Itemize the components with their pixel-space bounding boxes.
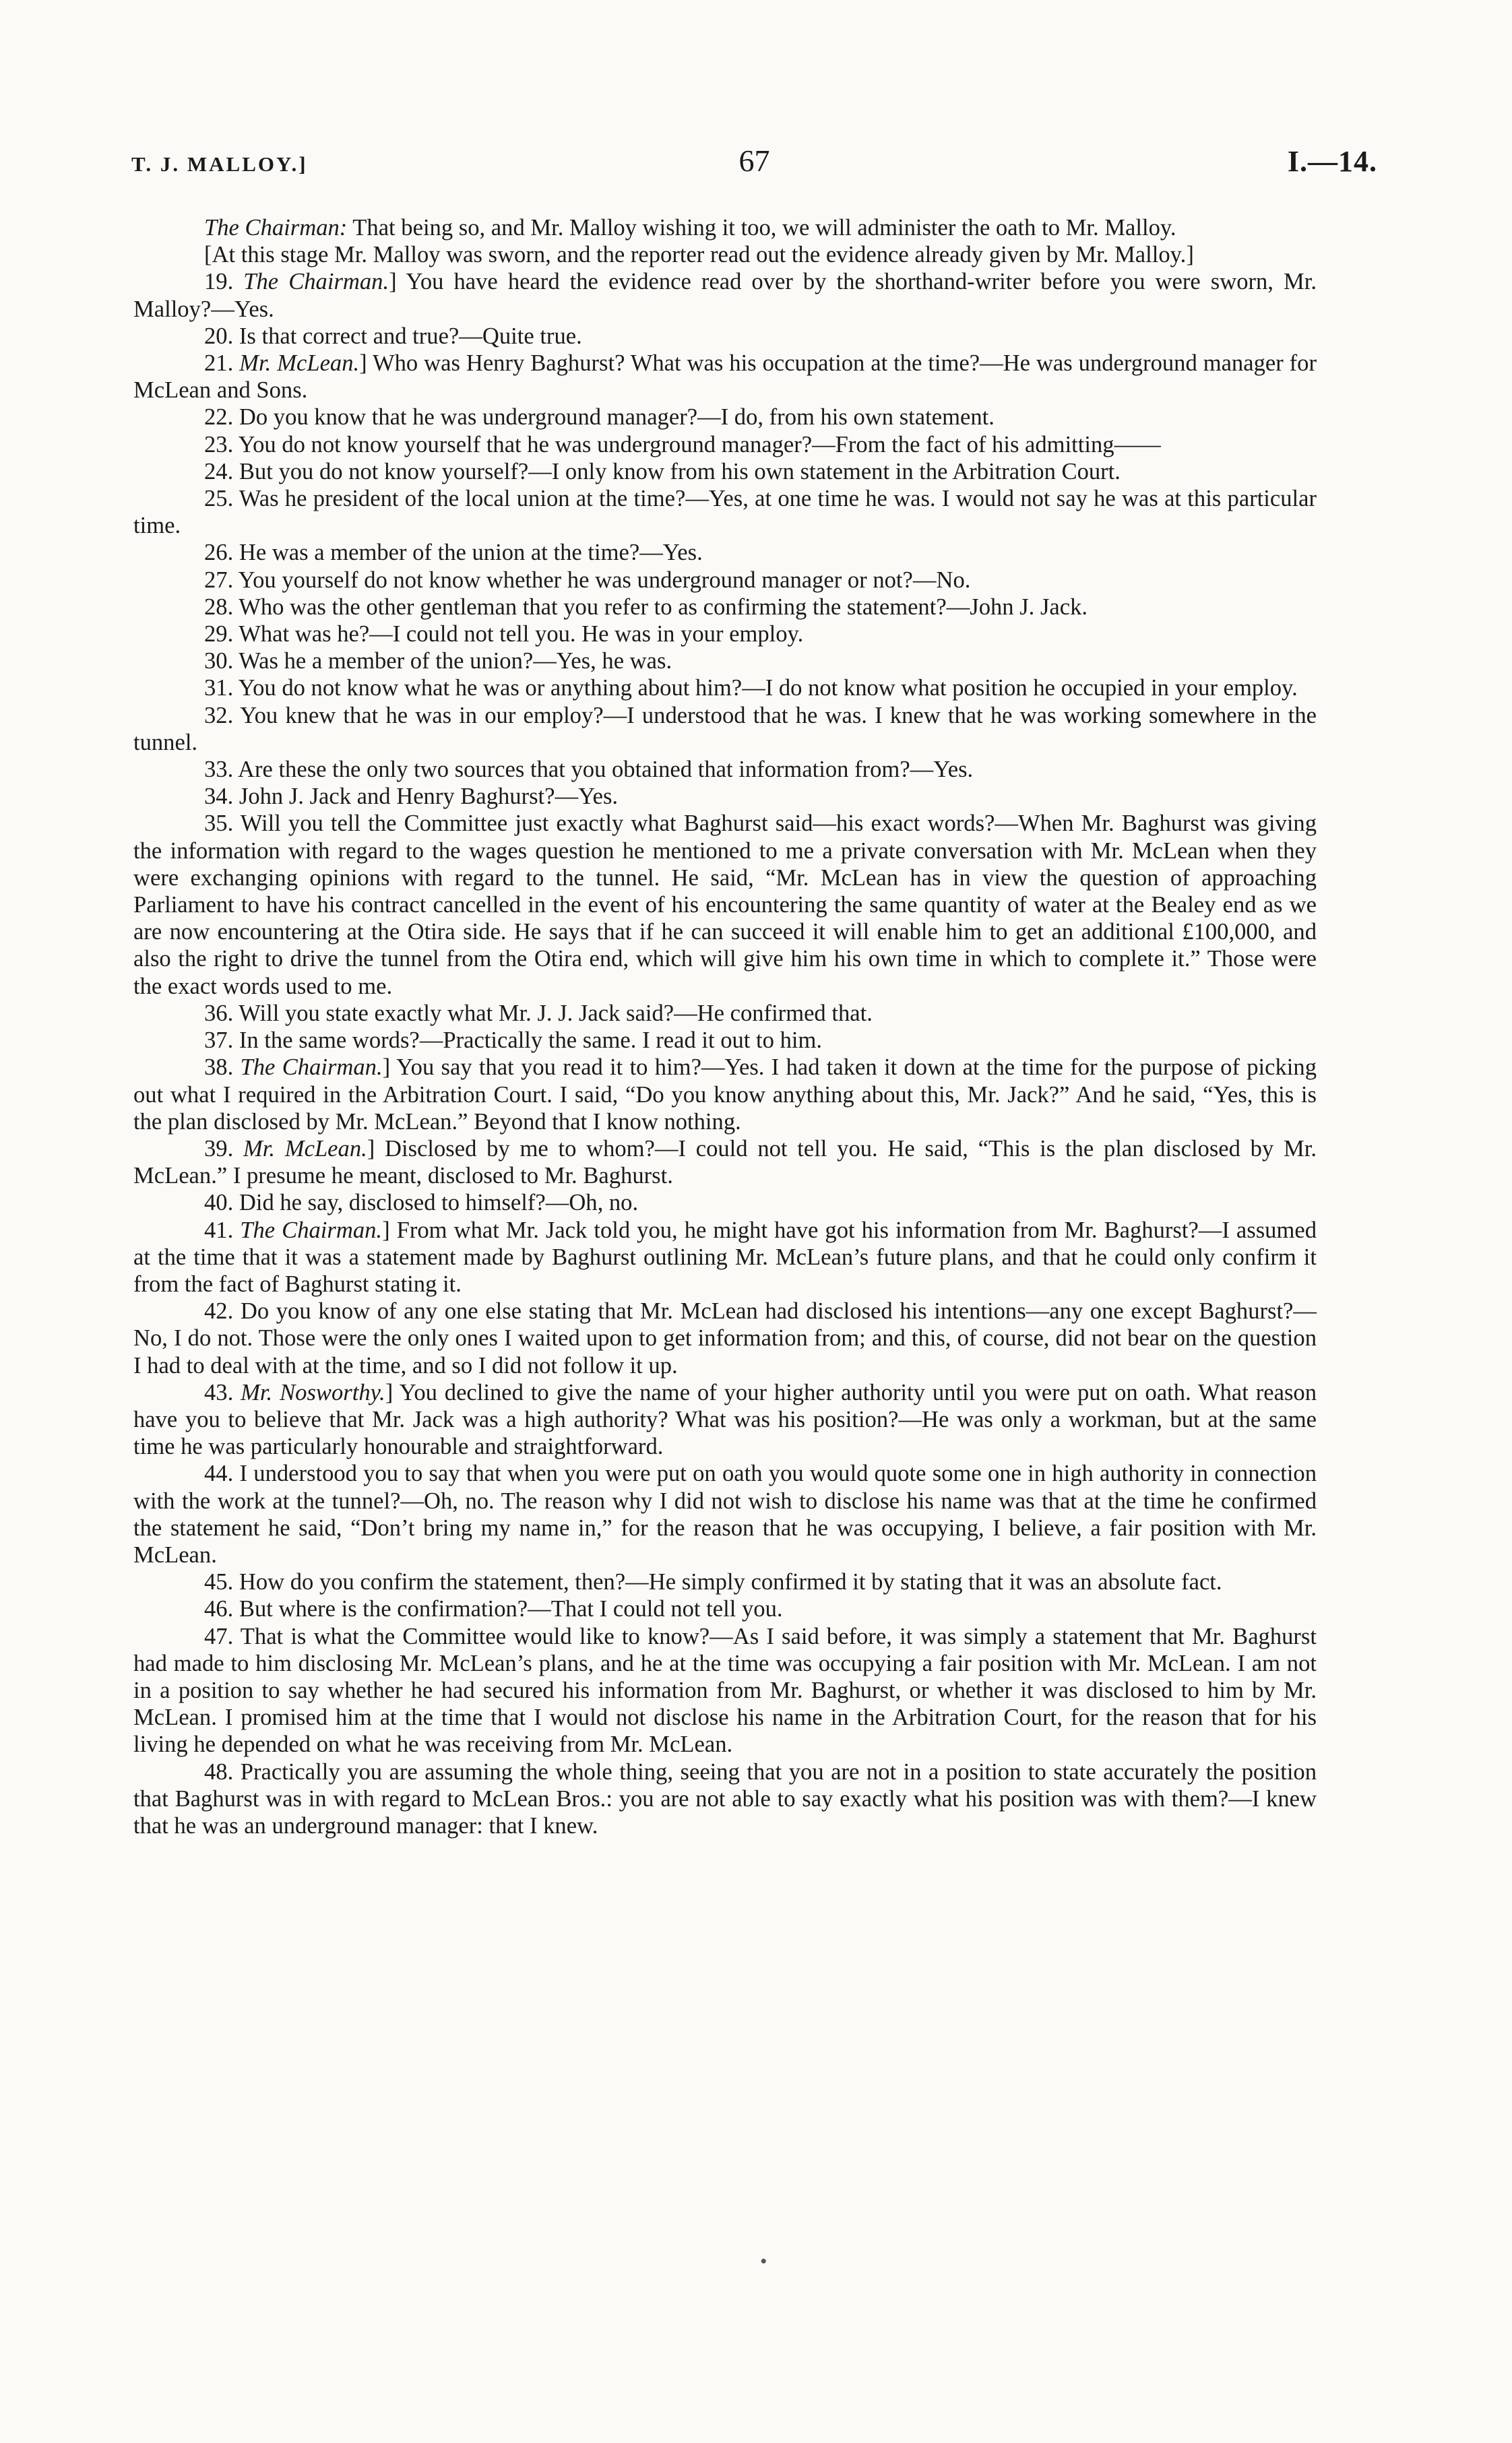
evidence-paragraph bbox=[133, 702, 1317, 756]
evidence-paragraph bbox=[133, 404, 1317, 431]
evidence-paragraph bbox=[133, 458, 1317, 485]
question-number: 43. bbox=[204, 1379, 241, 1405]
speaker-name: Mr. McLean. bbox=[239, 350, 360, 377]
evidence-paragraph bbox=[133, 1000, 1317, 1027]
evidence-paragraph bbox=[133, 647, 1317, 674]
evidence-paragraph bbox=[133, 621, 1317, 647]
question-number: 28. bbox=[204, 594, 239, 620]
paragraph-text: I understood you to say that when you were put on oath you would quote some one in high authority in connection with the work at the tunnel?—Oh, no. The reason why I did not wish to disclose his name was that at the time he confirmed the statement he said, “Don’t bring my name in,” for the reason that he was occupying, I believe, a fair position with Mr. McLean. bbox=[133, 1461, 1317, 1568]
evidence-paragraph bbox=[133, 431, 1317, 458]
evidence-paragraph bbox=[133, 1054, 1317, 1135]
question-number: 20. bbox=[204, 323, 239, 349]
paragraph-text: What was he?—I could not tell you. He was in your employ. bbox=[239, 621, 804, 647]
question-number: 45. bbox=[204, 1569, 239, 1595]
evidence-paragraph bbox=[133, 1217, 1317, 1298]
evidence-paragraph bbox=[133, 1379, 1317, 1461]
question-number: 22. bbox=[204, 404, 239, 431]
evidence-paragraph bbox=[133, 1189, 1317, 1216]
paragraph-text: You do not know what he was or anything about him?—I do not know what position he occupied in your employ. bbox=[238, 675, 1298, 701]
question-number: 40. bbox=[204, 1190, 239, 1216]
paragraph-text: Will you tell the Committee just exactly what Baghurst said—his exact words?—When Mr. Baghurst was giving the information with regard to the wages question he mentioned to me a private conversation with Mr. McLean when they were exchanging opinions with regard to the tunnel. He said, “Mr. McLean has in view the question of approaching Parliament to have his contract cancelled in the event of his encountering the same quantity of water at the Bealey end as we are now encountering at the Otira side. He says that if he can succeed it will enable him to get an additional £100,000, and also the right to drive the tunnel from the Otira end, which will give him his own time in which to complete it.” Those were the exact words used to me. bbox=[133, 811, 1317, 999]
question-number: 41. bbox=[204, 1217, 241, 1243]
speaker-name: The Chairman. bbox=[240, 1217, 383, 1243]
page-number: 67 bbox=[738, 144, 770, 178]
evidence-paragraph bbox=[133, 214, 1317, 241]
paragraph-text: Do you know that he was underground manager?—I do, from his own statement. bbox=[239, 404, 995, 431]
paragraph-text: That is what the Committee would like to know?—As I said before, it was simply a statement that Mr. Baghurst had made to him disclosing Mr. McLean’s plans, and he at the time was occupying a fair position with Mr. McLean. I am not in a position to say whether he had secured his information from Mr. Baghurst, or whether it was disclosed to him by Mr. McLean. I promised him at the time that I would not disclose his name in the Arbitration Court, for the reason that for his living he depended on what he was receiving from Mr. McLean. bbox=[133, 1623, 1317, 1758]
evidence-paragraph bbox=[133, 756, 1317, 783]
evidence-paragraph bbox=[133, 539, 1317, 566]
evidence-paragraph bbox=[133, 594, 1317, 621]
paragraph-text: You yourself do not know whether he was underground manager or not?—No. bbox=[238, 567, 971, 593]
question-number: 44. bbox=[204, 1461, 240, 1487]
paragraph-text: You do not know yourself that he was underground manager?—From the fact of his admitting—— bbox=[238, 431, 1161, 457]
paragraph-text: Is that correct and true?—Quite true. bbox=[239, 323, 582, 349]
evidence-paragraph bbox=[133, 1135, 1317, 1189]
evidence-paragraph bbox=[133, 567, 1317, 594]
paragraph-text: How do you confirm the statement, then?—He simply confirmed it by stating that it was an absolute fact. bbox=[239, 1569, 1222, 1595]
evidence-text bbox=[133, 214, 1317, 1839]
evidence-paragraph bbox=[133, 1460, 1317, 1568]
question-number: 36. bbox=[204, 1000, 239, 1026]
speaker-name: Mr. McLean. bbox=[243, 1135, 367, 1162]
paragraph-text: Will you state exactly what Mr. J. J. Jack said?—He confirmed that. bbox=[239, 1000, 873, 1026]
paragraph-text: ] You declined to give the name of your higher authority until you were put on oath. What reason have you to believe that Mr. Jack was a high authority? What was his position?—He was only a workman, but at the same time he was particularly honourable and straightforward. bbox=[133, 1379, 1317, 1460]
paragraph-text: Practically you are assuming the whole thing, seeing that you are not in a position to state accurately the position that Baghurst was in with regard to McLean Bros.: you are not able to say exactly what his position was with them?—I knew that he was an underground manager: that I knew. bbox=[133, 1758, 1317, 1839]
question-number: 26. bbox=[204, 540, 239, 566]
paragraph-text: He was a member of the union at the time?—Yes. bbox=[239, 540, 703, 566]
paragraph-text: ] Who was Henry Baghurst? What was his occupation at the time?—He was underground manager for McLean and Sons. bbox=[133, 350, 1317, 404]
paragraph-text: ] Disclosed by me to whom?—I could not tell you. He said, “This is the plan disclosed by Mr. McLean.” I presume he meant, disclosed to Mr. Baghurst. bbox=[133, 1135, 1317, 1189]
evidence-paragraph bbox=[133, 810, 1317, 999]
evidence-paragraph bbox=[133, 1595, 1317, 1622]
paragraph-text: Are these the only two sources that you obtained that information from?—Yes. bbox=[237, 757, 974, 783]
question-number: 19. bbox=[204, 269, 244, 295]
page-header bbox=[131, 143, 1377, 183]
paragraph-text: Was he a member of the union?—Yes, he was. bbox=[239, 648, 672, 674]
question-number: 30. bbox=[204, 648, 239, 674]
question-number: 34. bbox=[204, 784, 239, 810]
question-number: 27. bbox=[204, 567, 239, 593]
evidence-paragraph bbox=[133, 1027, 1317, 1054]
paragraph-text: Do you know of any one else stating that Mr. McLean had disclosed his intentions—any one except Baghurst?—No, I do not. Those were the only ones I waited upon to get information from; and this, of course, did not bear on the question I had to deal with at the time, and so I did not follow it up. bbox=[133, 1298, 1317, 1378]
question-number: 37. bbox=[204, 1027, 239, 1054]
question-number: 23. bbox=[204, 431, 239, 457]
paragraph-text: Was he president of the local union at the time?—Yes, at one time he was. I would not say he was at this particular time. bbox=[133, 486, 1317, 539]
paper-reference: I.—14. bbox=[1287, 145, 1377, 178]
paragraph-text: But you do not know yourself?—I only know from his own statement in the Arbitration Court. bbox=[239, 458, 1121, 484]
print-speck: • bbox=[760, 2250, 767, 2273]
question-number: 33. bbox=[204, 757, 238, 783]
question-number: 25. bbox=[204, 486, 239, 512]
evidence-paragraph bbox=[133, 1298, 1317, 1379]
speaker-name: The Chairman. bbox=[240, 1054, 383, 1081]
evidence-paragraph bbox=[133, 1568, 1317, 1595]
evidence-paragraph bbox=[133, 241, 1317, 268]
question-number: 31. bbox=[204, 675, 239, 701]
question-number: 48. bbox=[204, 1758, 241, 1785]
paragraph-text: But where is the confirmation?—That I could not tell you. bbox=[239, 1596, 783, 1622]
evidence-paragraph bbox=[133, 783, 1317, 810]
paragraph-text: Who was the other gentleman that you refer to as confirming the statement?—John J. Jack. bbox=[239, 594, 1088, 620]
paragraph-text: That being so, and Mr. Malloy wishing it too, we will administer the oath to Mr. Malloy. bbox=[347, 215, 1176, 241]
paragraph-text: John J. Jack and Henry Baghurst?—Yes. bbox=[239, 784, 619, 810]
speaker-name: The Chairman: bbox=[204, 215, 348, 241]
evidence-paragraph bbox=[133, 1623, 1317, 1758]
paragraph-text: ] From what Mr. Jack told you, he might have got his information from Mr. Baghurst?—I assumed at the time that it was a statement made by Baghurst outlining Mr. McLean’s future plans, and that he could only confirm it from the fact of Baghurst stating it. bbox=[133, 1217, 1317, 1297]
paragraph-text: ] You say that you read it to him?—Yes. I had taken it down at the time for the purpose of picking out what I required in the Arbitration Court. I said, “Do you know anything about this, Mr. Jack?” And he said, “Yes, this is the plan disclosed by Mr. McLean.” Beyond that I know nothing. bbox=[133, 1054, 1317, 1135]
paragraph-text: ] You have heard the evidence read over by the shorthand-writer before you were sworn, Mr. Malloy?—Yes. bbox=[133, 269, 1317, 322]
paragraph-text: You knew that he was in our employ?—I understood that he was. I knew that he was working somewhere in the tunnel. bbox=[133, 702, 1317, 755]
speaker-name: The Chairman. bbox=[243, 269, 389, 295]
question-number: 42. bbox=[204, 1298, 241, 1325]
paragraph-text: In the same words?—Practically the same. I read it out to him. bbox=[239, 1027, 823, 1054]
question-number: 35. bbox=[204, 811, 241, 837]
question-number: 39. bbox=[204, 1135, 243, 1162]
evidence-paragraph bbox=[133, 674, 1317, 701]
evidence-paragraph bbox=[133, 1758, 1317, 1840]
evidence-paragraph bbox=[133, 268, 1317, 322]
header-witness-name: T. J. MALLOY.] bbox=[131, 152, 308, 176]
question-number: 29. bbox=[204, 621, 239, 647]
paragraph-text: [At this stage Mr. Malloy was sworn, and the reporter read out the evidence already given by Mr. Malloy.] bbox=[204, 242, 1194, 268]
evidence-paragraph bbox=[133, 350, 1317, 404]
paragraph-text: Did he say, disclosed to himself?—Oh, no. bbox=[239, 1190, 639, 1216]
question-number: 24. bbox=[204, 458, 239, 484]
evidence-paragraph bbox=[133, 485, 1317, 539]
question-number: 38. bbox=[204, 1054, 241, 1081]
question-number: 46. bbox=[204, 1596, 239, 1622]
question-number: 32. bbox=[204, 702, 241, 728]
question-number: 47. bbox=[204, 1623, 241, 1649]
question-number: 21. bbox=[204, 350, 240, 377]
speaker-name: Mr. Nosworthy. bbox=[241, 1379, 385, 1405]
evidence-paragraph bbox=[133, 323, 1317, 350]
